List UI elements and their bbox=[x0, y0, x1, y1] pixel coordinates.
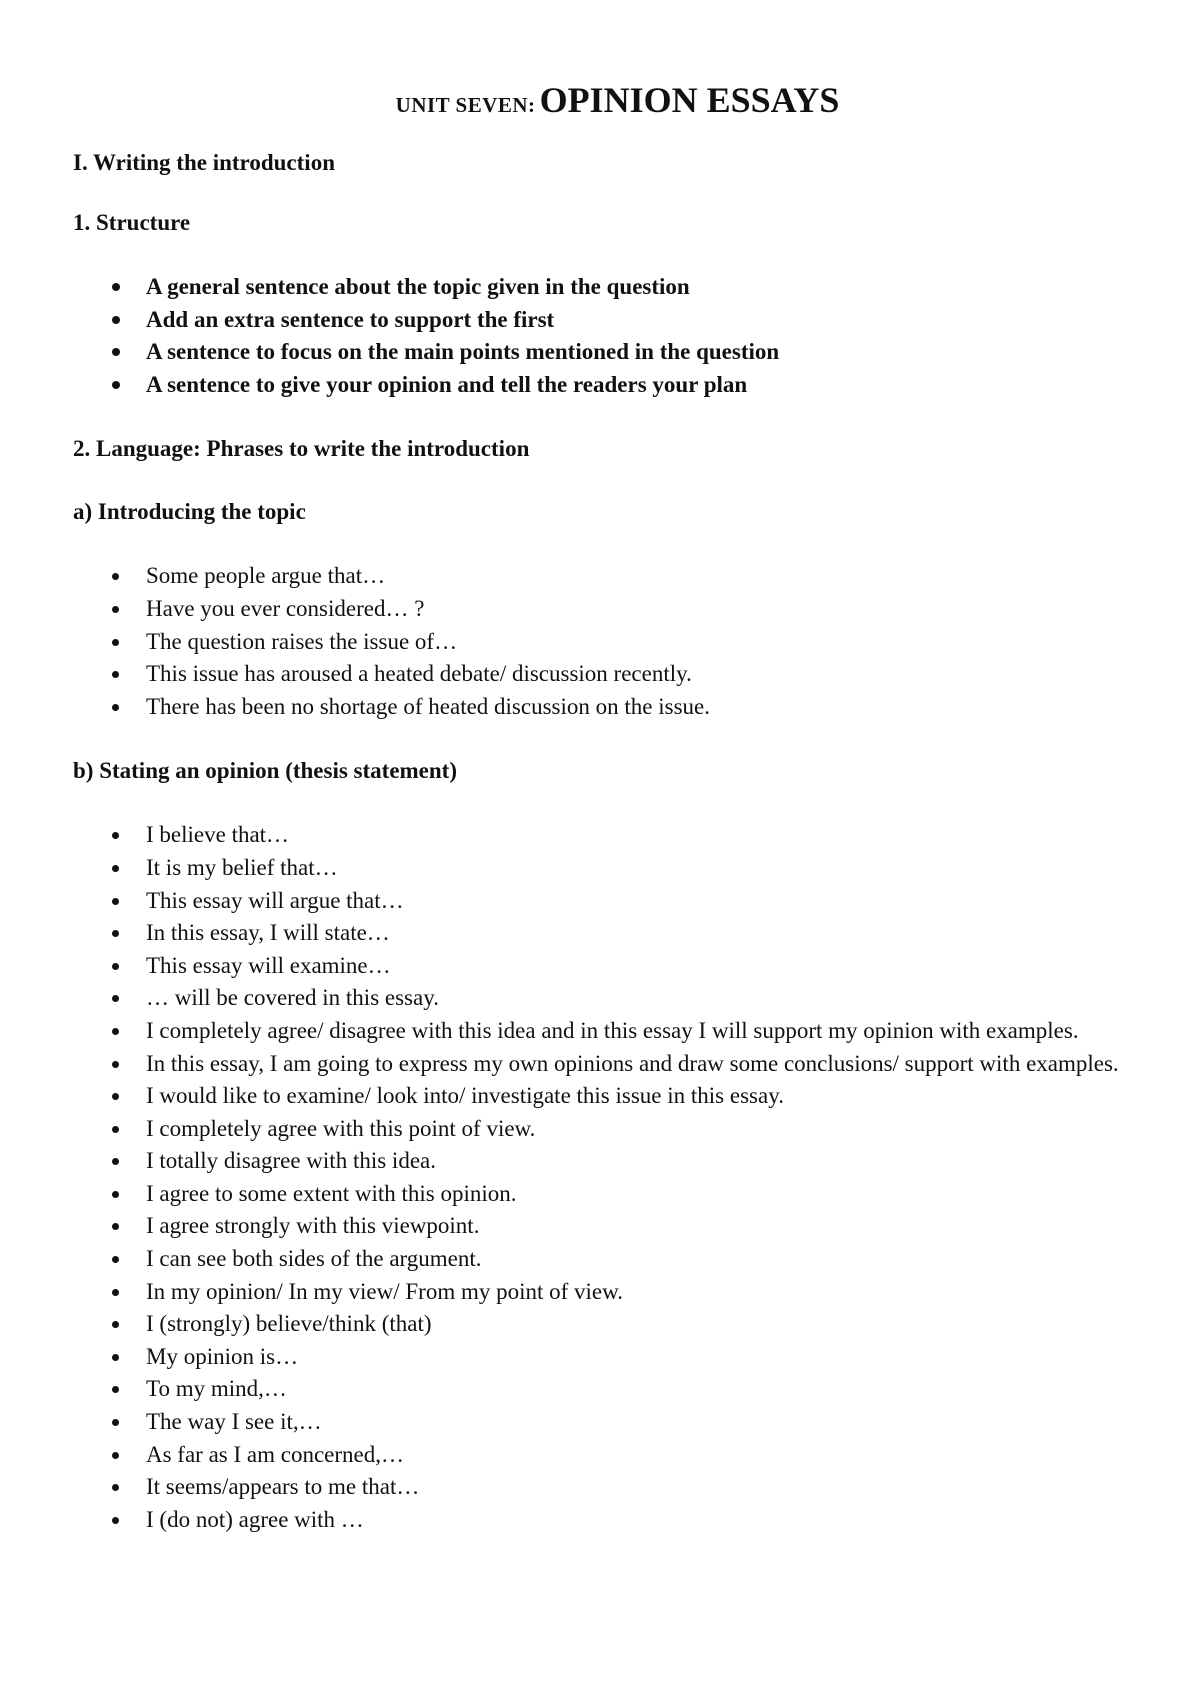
bullet-icon bbox=[112, 995, 119, 1002]
list-item: A general sentence about the topic given in the question bbox=[73, 271, 1140, 304]
list-item: It is my belief that… bbox=[73, 852, 1140, 885]
structure-heading: 1. Structure bbox=[73, 210, 191, 235]
list-item: I completely agree with this point of view. bbox=[73, 1113, 1140, 1146]
bullet-icon bbox=[112, 865, 119, 872]
list-item: … will be covered in this essay. bbox=[73, 982, 1140, 1015]
bullet-icon bbox=[112, 1256, 119, 1263]
bullet-icon bbox=[112, 283, 120, 291]
bullet-icon bbox=[112, 381, 120, 389]
bullet-icon bbox=[112, 1517, 119, 1524]
list-item: I would like to examine/ look into/ investigate this issue in this essay. bbox=[73, 1080, 1140, 1113]
list-item: Some people argue that… bbox=[73, 560, 1140, 593]
list-item: I (strongly) believe/think (that) bbox=[73, 1308, 1140, 1341]
structure-list bbox=[73, 271, 1140, 401]
list-item: It seems/appears to me that… bbox=[73, 1471, 1140, 1504]
bullet-icon bbox=[112, 606, 119, 613]
bullet-icon bbox=[112, 1354, 119, 1361]
bullet-icon bbox=[112, 1289, 119, 1296]
bullet-icon bbox=[112, 671, 119, 678]
bullet-icon bbox=[112, 1126, 119, 1133]
bullet-icon bbox=[112, 1158, 119, 1165]
bullet-icon bbox=[112, 963, 119, 970]
list-item: A sentence to focus on the main points mentioned in the question bbox=[73, 336, 1140, 369]
list-item: I believe that… bbox=[73, 819, 1140, 852]
bullet-icon bbox=[112, 1484, 119, 1491]
list-item: I (do not) agree with … bbox=[73, 1504, 1140, 1537]
title-prefix: UNIT SEVEN: bbox=[395, 93, 536, 117]
bullet-icon bbox=[112, 1452, 119, 1459]
bullet-icon bbox=[112, 1191, 119, 1198]
list-item: In this essay, I will state… bbox=[73, 917, 1140, 950]
bullet-icon bbox=[112, 316, 120, 324]
bullet-icon bbox=[112, 639, 119, 646]
list-item: I agree strongly with this viewpoint. bbox=[73, 1210, 1140, 1243]
list-item: In this essay, I am going to express my own opinions and draw some conclusions/ support with examples. bbox=[73, 1048, 1140, 1081]
list-item: A sentence to give your opinion and tell the readers your plan bbox=[73, 369, 1140, 402]
bullet-icon bbox=[112, 573, 119, 580]
list-item: There has been no shortage of heated discussion on the issue. bbox=[73, 691, 1140, 724]
bullet-icon bbox=[112, 1223, 119, 1230]
section-heading: I. Writing the introduction bbox=[73, 150, 335, 175]
list-item: This essay will argue that… bbox=[73, 885, 1140, 918]
title-main: OPINION ESSAYS bbox=[539, 80, 840, 120]
bullet-icon bbox=[112, 1028, 119, 1035]
list-item: I can see both sides of the argument. bbox=[73, 1243, 1140, 1276]
stating-list bbox=[73, 819, 1140, 1536]
stating-heading: b) Stating an opinion (thesis statement) bbox=[73, 758, 458, 784]
bullet-icon bbox=[112, 1419, 119, 1426]
language-heading: 2. Language: Phrases to write the introduction bbox=[73, 436, 530, 462]
list-item: This issue has aroused a heated debate/ discussion recently. bbox=[73, 658, 1140, 691]
bullet-icon bbox=[112, 898, 119, 905]
list-item: The way I see it,… bbox=[73, 1406, 1140, 1439]
introducing-heading: a) Introducing the topic bbox=[73, 499, 306, 525]
list-item: Add an extra sentence to support the first bbox=[73, 304, 1140, 337]
list-item: Have you ever considered… ? bbox=[73, 593, 1140, 626]
list-item: This essay will examine… bbox=[73, 950, 1140, 983]
list-item: The question raises the issue of… bbox=[73, 626, 1140, 659]
list-item: As far as I am concerned,… bbox=[73, 1439, 1140, 1472]
bullet-icon bbox=[112, 1321, 119, 1328]
bullet-icon bbox=[112, 930, 119, 937]
list-item: In my opinion/ In my view/ From my point of view. bbox=[73, 1276, 1140, 1309]
list-item: I totally disagree with this idea. bbox=[73, 1145, 1140, 1178]
bullet-icon bbox=[112, 348, 120, 356]
bullet-icon bbox=[112, 832, 119, 839]
bullet-icon bbox=[112, 1061, 119, 1068]
bullet-icon bbox=[112, 1386, 119, 1393]
introducing-list bbox=[73, 560, 1140, 723]
list-item: I agree to some extent with this opinion. bbox=[73, 1178, 1140, 1211]
list-item: To my mind,… bbox=[73, 1373, 1140, 1406]
bullet-icon bbox=[112, 704, 119, 711]
page-title bbox=[73, 78, 1140, 122]
list-item: I completely agree/ disagree with this idea and in this essay I will support my opinion with examples. bbox=[73, 1015, 1140, 1048]
list-item: My opinion is… bbox=[73, 1341, 1140, 1374]
bullet-icon bbox=[112, 1093, 119, 1100]
